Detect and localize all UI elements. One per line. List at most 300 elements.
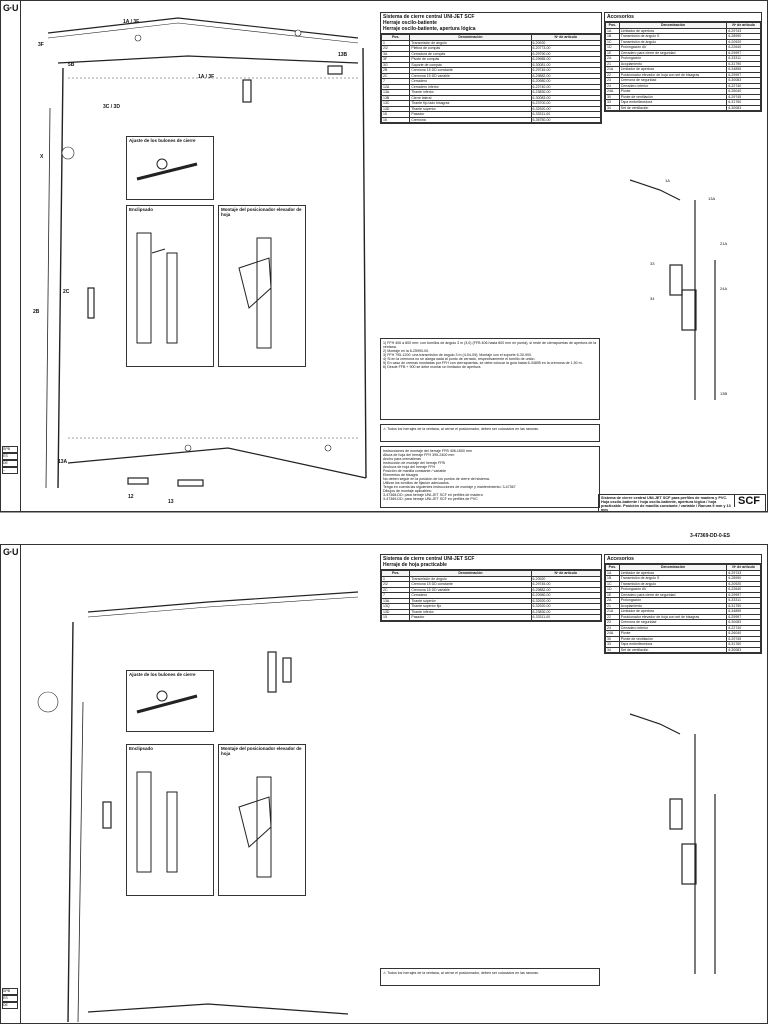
table-cell-name: Pivote (619, 631, 727, 637)
table-cell-pos: 13Q (382, 604, 410, 610)
notes-box (380, 446, 600, 508)
bolt-adjust-illustration (127, 144, 211, 192)
table-cell-pos: 3G (382, 62, 410, 68)
table-cell-pos: 23 (606, 78, 620, 84)
column-header: Denominación (619, 565, 727, 571)
accessories-table-body (606, 570, 761, 653)
column-header: Pos. (382, 35, 410, 41)
table-cell-code: 6-29745 (727, 636, 761, 642)
table-cell-pos: 3A (382, 51, 410, 57)
table-cell-pos: 12A (382, 84, 410, 90)
accessory-label: 13A (708, 196, 716, 201)
note-line: Elementos de bisagra (383, 473, 418, 477)
table-cell-pos: 24 (606, 625, 620, 631)
note-line: Ancho para cremalleras (383, 457, 421, 461)
accessory-drawing (620, 170, 740, 410)
revision-cell: SPB (2, 988, 18, 995)
accessory-label: 33 (650, 261, 655, 266)
note-line: Instrucciones de montaje del herraje FFB 406-1600 mm (383, 449, 472, 453)
table-cell-name: Cremona 15 DD variable (410, 587, 531, 593)
accessories-title: Accesorios (605, 13, 761, 22)
table-cell-name: Tapa embellecedora (619, 100, 727, 106)
part-label: 13 (168, 499, 174, 505)
table-cell-name: Tirante superior fijo (410, 604, 531, 610)
item-callout (295, 30, 301, 36)
table-cell-code: 6-29745-00 (531, 68, 600, 74)
revision-cell: DE (2, 1002, 18, 1009)
detail-box-buttons (126, 670, 214, 732)
table-cell-name: Limitador de apertura (619, 67, 727, 73)
warning-text: Todos los herrajes de la ventana, al cerrar el posicionador, deben ser colocados en las ranuras. (387, 971, 539, 975)
table-cell-code: 6-30083 (727, 78, 761, 84)
top-rail-line (88, 592, 358, 612)
footnote: 3) FFH 795-1200: una transmisión de ángulo 3 m (4-04-09); Montaje con el soporte 6-30-900. (383, 353, 533, 357)
footnote: 2) Montaje en la 6-25990-00. (383, 349, 430, 353)
warning-icon: ⚠ (383, 971, 388, 975)
detail-box-drilling (126, 205, 214, 367)
table-cell-code: 6-26040 (727, 89, 761, 95)
footnote: 1) FFH 406 a 800 mm: con tornillos de ángulo 3 m (3,0) (FFB 406 hasta 800 mm en punta), si reste de cierrapuertas de apertura de la ventana. (383, 341, 597, 349)
table-cell-name: Cierre lateral (410, 95, 531, 101)
note-line: Dibujos de montaje aplicables: (383, 489, 432, 493)
table-cell-name: Prolongación (619, 56, 727, 62)
table-row (382, 117, 601, 123)
table-cell-name: Cremona de seguridad (619, 620, 727, 626)
table-cell-name: Cremona de seguridad (619, 78, 727, 84)
note-line: Altura de hoja del herraje FFH 395-2400 mm (383, 453, 455, 457)
column-header: Nº de artículo (727, 23, 761, 29)
table-row (382, 615, 601, 621)
brand-logo: G·U (3, 3, 18, 13)
parts-table-body (382, 40, 601, 123)
table-cell-name: Pasador (410, 112, 531, 118)
table-cell-name: Cremona 15 DD constante (410, 68, 531, 74)
detail-caption: Enclipsado (129, 746, 154, 751)
table-cell-name: Tirante inferior (410, 609, 531, 615)
footnote: 4) Si en la cremona no se alarga nada al punto de cerrado, respectivamente el tornillo de unión. (383, 357, 536, 361)
left-margin-strip (0, 0, 21, 512)
table-cell-name: Limitador de apertura (619, 28, 727, 34)
table-cell-name: Pletina de compás (410, 46, 531, 52)
table-cell-code: 6-29882-00 (531, 73, 600, 79)
table-cell-name: Limitador de apertura (619, 570, 727, 576)
table-cell-code: 6-31760 (727, 642, 761, 648)
table-cell-code: 6-32920-00 (531, 106, 600, 112)
accessories-title: Accesorios (605, 555, 761, 564)
table-cell-pos: 1B (606, 576, 620, 582)
table-cell-code: 6-32920-00 (531, 604, 600, 610)
table-cell-code: 6-35750-00 (531, 117, 600, 123)
table-cell-name: Pivote de ventilación (619, 636, 727, 642)
table-cell-pos: 1E (606, 592, 620, 598)
column-header: Pos. (606, 23, 620, 29)
note-line: No deben seguir en la posición de los puntos de cierre del sistema. (383, 477, 490, 481)
table-cell-pos: 2/2 (382, 582, 410, 588)
table-cell-code: 6-29997 (727, 592, 761, 598)
table-cell-pos: 2A (606, 56, 620, 62)
table-cell-pos: 7 (382, 79, 410, 85)
column-header: Nº de artículo (531, 571, 600, 577)
warning-box (380, 968, 600, 986)
parts-title-line: Herraje de hoja practicable (383, 562, 447, 568)
detail-callout-x (38, 692, 58, 712)
footnote: 6) Desde FFB + 900 se debe montar un limitador de apertura. (383, 365, 482, 369)
detail-caption: Montaje del posicionador elevador de hoja (221, 746, 302, 756)
table-cell-code: 6-29997 (727, 72, 761, 78)
table-cell-code: 6-29745-00 (531, 582, 600, 588)
table-cell-code: 6-29745 (727, 94, 761, 100)
table-row (606, 72, 761, 78)
parts-title-line: Herraje oscilo-batiente (383, 20, 437, 26)
table-cell-name: Acoplamiento (619, 603, 727, 609)
table-cell-name: Prolongación AV (619, 587, 727, 593)
table-cell-code: 6-29743 (727, 28, 761, 34)
table-cell-pos: 7 (382, 593, 410, 599)
accessories-panel (604, 554, 762, 654)
table-cell-pos: 23 (606, 620, 620, 626)
table-cell-code: 6-26040 (727, 631, 761, 637)
top-rail-inner (88, 597, 358, 617)
table-cell-code: 6-23830-00 (531, 609, 600, 615)
table-cell-code: 6-32920-00 (531, 598, 600, 604)
table-cell-code: 6-30081-00 (531, 62, 600, 68)
table-cell-pos: 1 (382, 576, 410, 582)
detail-box-drilling (126, 744, 214, 896)
table-cell-code: 6-22640 (727, 587, 761, 593)
brand-logo: G·U (3, 547, 18, 557)
small-part (128, 478, 148, 484)
revision-box (2, 446, 18, 474)
table-cell-name: Set de ventilación (619, 105, 727, 111)
column-header: Nº de artículo (531, 35, 600, 41)
note-line: Tenga en cuenta las siguientes instrucciones de montaje y mantenimiento: 3-47367 (383, 485, 516, 489)
column-header: Pos. (606, 565, 620, 571)
table-cell-code: 6-33311 (727, 598, 761, 604)
bottom-rail-line (68, 448, 366, 478)
table-cell-pos: 2A (606, 598, 620, 604)
table-cell-name: Set de ventilación (619, 647, 727, 653)
accessory-label: 21A (720, 241, 728, 246)
table-cell-pos: 34 (606, 647, 620, 653)
part-label: 13A (58, 459, 68, 465)
table-cell-pos: 24A (606, 89, 620, 95)
table-row (606, 105, 761, 111)
part-label: X (40, 154, 44, 160)
left-vertical-bar (68, 622, 73, 1022)
detail-box-lifter (218, 744, 306, 896)
table-cell-name: Transmisión de ángulo (619, 581, 727, 587)
table-cell-name: Tirante superior (410, 106, 531, 112)
parts-table-body (382, 576, 601, 620)
revision-cell: SPB (2, 446, 18, 453)
note-line: Anchura de hoja del herraje FFH (383, 465, 436, 469)
table-cell-pos: 21A (606, 67, 620, 73)
lifter-illustration (219, 218, 303, 358)
table-cell-code: 6-30083-00 (531, 95, 600, 101)
right-vertical-bar (363, 48, 366, 478)
table-cell-code: 6-34895 (727, 609, 761, 615)
table-cell-code: 6-33311 (727, 56, 761, 62)
detail-box-buttons (126, 136, 214, 200)
parts-table (381, 34, 601, 123)
second-rail-line (58, 56, 358, 63)
lifter-illustration (219, 757, 303, 887)
table-cell-code: 6-29790-00 (531, 51, 600, 57)
table-cell-pos: 1E (606, 50, 620, 56)
table-cell-pos: 34 (606, 105, 620, 111)
table-cell-name: Transmisión de ángulo S (619, 34, 727, 40)
table-cell-code: 6-33311-00 (531, 615, 600, 621)
drawing-sheet-1 (0, 0, 768, 512)
part-label: 1A / 3F (198, 74, 215, 80)
table-cell-pos: 22 (606, 72, 620, 78)
table-cell-code: 6-34895 (727, 67, 761, 73)
note-line: Instrucción de montaje del herraje FFB (383, 461, 445, 465)
table-cell-pos: 13A (382, 598, 410, 604)
column-header: Denominación (410, 571, 531, 577)
part-label: 2B (33, 309, 40, 315)
table-cell-name: Cerradura de compás (410, 51, 531, 57)
table-cell-name: Pasador (410, 615, 531, 621)
revision-cell: ES (2, 453, 18, 460)
table-cell-code: 6-20980-00 (531, 79, 600, 85)
table-cell-name: Cerradero (410, 79, 531, 85)
product-code: SCF (734, 495, 763, 507)
accessories-panel (604, 12, 762, 112)
accessories-table (605, 564, 761, 653)
table-cell-pos: 1B (606, 34, 620, 40)
accessory-part (682, 290, 696, 330)
table-cell-pos: 13D (382, 106, 410, 112)
table-cell-pos: 30 (606, 636, 620, 642)
accessory-label: 1A (665, 178, 670, 183)
accessory-label: 13B (720, 391, 728, 396)
table-cell-name: Acoplamiento (619, 61, 727, 67)
detail-callout-x (62, 147, 74, 159)
table-cell-name: Limitador de apertura (619, 609, 727, 615)
small-part (178, 480, 203, 486)
footnotes-box (380, 338, 600, 420)
table-cell-pos: 21 (606, 61, 620, 67)
table-cell-name: Prolongación (619, 598, 727, 604)
table-cell-pos: 13B (382, 95, 410, 101)
note-line: 3-47369-DD: para herraje UNI-JET SCF en perfiles de PVC (383, 497, 478, 501)
table-cell-code: 6-20920 (531, 40, 600, 46)
part-label: 13B (338, 52, 348, 58)
table-cell-name: Cremona 15 DD constante (410, 582, 531, 588)
table-cell-name: Posicionador elevador de hoja con set de bisagras (619, 614, 727, 620)
handle-part (88, 288, 94, 318)
accessory-diagram (620, 170, 740, 410)
table-cell-pos: 13D (382, 609, 410, 615)
table-cell-code: 6-20920 (531, 576, 600, 582)
table-cell-pos: 24 (606, 83, 620, 89)
table-cell-code: 6-23830-00 (531, 90, 600, 96)
table-cell-code: 6-22740 (727, 625, 761, 631)
parts-list-panel (380, 554, 602, 622)
table-cell-pos: 21A (606, 609, 620, 615)
table-cell-name: Cerradero inferior (410, 84, 531, 90)
page-separator (0, 512, 768, 545)
table-cell-pos: 1D (606, 45, 620, 51)
table-cell-pos: 22 (606, 614, 620, 620)
table-cell-name: Soporte de compás (410, 62, 531, 68)
warning-icon: ⚠ (383, 427, 388, 431)
table-cell-code: 6-29743 (727, 570, 761, 576)
table-cell-pos: 2C (382, 587, 410, 593)
table-cell-code: 6-23700-00 (531, 101, 600, 107)
accessory-drawing (620, 704, 740, 984)
table-cell-code: 6-33311-00 (531, 112, 600, 118)
accessory-part (682, 844, 696, 884)
table-cell-name: Transmisión de ángulo (410, 40, 531, 46)
table-cell-code: 6-20920 (727, 581, 761, 587)
table-cell-pos: 21 (606, 603, 620, 609)
parts-title-line: Herraje oscilo-batiente, apertura lógica (383, 26, 476, 32)
part-label: 3F (38, 42, 44, 48)
table-cell-name: Cremona (410, 117, 531, 123)
accessory-rail (630, 180, 680, 200)
left-vertical-bar-2 (46, 108, 50, 488)
table-cell-name: Prolongación AV (619, 45, 727, 51)
table-cell-name: Cremona 15 DD variable (410, 73, 531, 79)
clip-illustration (127, 752, 211, 890)
table-cell-pos: 33 (606, 642, 620, 648)
revision-cell: ES (2, 995, 18, 1002)
revision-cell: DE (2, 460, 18, 467)
detail-caption: Ajuste de los bulones de cierre (129, 138, 196, 143)
drawing-sheet-2 (0, 544, 768, 1024)
accessory-label: 24A (720, 286, 728, 291)
left-vertical-bar (58, 68, 63, 488)
pivot-part (243, 80, 251, 102)
table-cell-pos: 1C (606, 581, 620, 587)
table-cell-name: Cerradero inferior (619, 83, 727, 89)
table-cell-pos: 24A (606, 631, 620, 637)
left-vertical-bar-2 (78, 702, 83, 1022)
table-cell-code: 6-31790 (727, 603, 761, 609)
table-row (606, 647, 761, 653)
item-callout (185, 445, 191, 451)
table-cell-name: Tirante inferior (410, 90, 531, 96)
table-cell-pos: 33 (606, 100, 620, 106)
column-header: Nº de artículo (727, 565, 761, 571)
table-cell-pos: 16 (382, 117, 410, 123)
footnote: 5) En caso de cremas montadas por FFH con cierrapuertas, se debe colocar la guía hasta 6-34895 en la cremona de 1,50 m. (383, 361, 583, 365)
table-cell-name: Transmisión de ángulo (619, 39, 727, 45)
parts-title-line: Sistema de cierre central UNI-JET SCF (383, 556, 475, 562)
table-cell-name: Cerradero inferior (619, 625, 727, 631)
parts-list-panel (380, 12, 602, 124)
table-cell-pos: 1C (606, 39, 620, 45)
table-cell-name: Pivote (619, 89, 727, 95)
table-cell-name: Transmisión de ángulo S (619, 576, 727, 582)
warning-box (380, 424, 600, 442)
table-cell-code: 6-20980-00 (531, 593, 600, 599)
table-cell-name: Transmisión de ángulo (410, 576, 531, 582)
table-cell-name: Pivote de compás (410, 57, 531, 63)
part-label: 3C / 3D (103, 104, 120, 110)
table-cell-code: 6-20920 (727, 39, 761, 45)
accessory-diagram (620, 704, 740, 984)
table-cell-pos: 30 (606, 94, 620, 100)
table-cell-code: 6-20773-00 (531, 46, 600, 52)
top-rail-line (48, 18, 358, 38)
table-cell-pos: 2B (382, 68, 410, 74)
warning-text: Todos los herrajes de la ventana, al cerrar el posicionador, deben ser colocados en las ranuras. (387, 427, 539, 431)
table-cell-pos: 2C (382, 73, 410, 79)
part-label: 5B (68, 62, 75, 68)
detail-caption: Enclipsado (129, 207, 154, 212)
column-header: Denominación (619, 23, 727, 29)
note-line: 3-47368-DD: para herraje UNI-JET SCF en perfiles de madera (383, 493, 483, 497)
detail-box-lifter (218, 205, 306, 367)
table-cell-code: 6-30083 (727, 620, 761, 626)
table-cell-name: Pivote de ventilación (619, 94, 727, 100)
table-cell-pos: 13C (382, 101, 410, 107)
table-cell-pos: 3F (382, 57, 410, 63)
part-label: 12 (128, 494, 134, 500)
table-cell-name: Cerradero para cierre de seguridad (619, 50, 727, 56)
revision-cell: -- (2, 467, 18, 474)
part-label: 1A / 3F (123, 19, 140, 25)
part-label: 2C (63, 289, 70, 295)
table-cell-pos: 13A (382, 90, 410, 96)
item-callout (325, 445, 331, 451)
pivot-part (283, 658, 291, 682)
bolt-adjust-illustration (127, 678, 211, 724)
parts-table (381, 570, 601, 621)
handle-part (103, 802, 111, 828)
table-cell-pos: 1 (382, 40, 410, 46)
table-cell-name: Cerradero (410, 593, 531, 599)
table-cell-pos: 15 (382, 112, 410, 118)
table-cell-code: 6-29882-00 (531, 587, 600, 593)
table-cell-name: Tapa embellecedora (619, 642, 727, 648)
pivot-part (268, 652, 276, 692)
table-cell-code: 6-30083 (727, 105, 761, 111)
table-cell-pos: 15 (382, 615, 410, 621)
clip-illustration (127, 213, 211, 361)
table-cell-code: 6-29997 (727, 50, 761, 56)
table-cell-code: 6-31790 (727, 61, 761, 67)
table-cell-name: Cerradero para cierre de seguridad (619, 592, 727, 598)
detail-caption: Ajuste de los bulones de cierre (129, 672, 196, 677)
note-line: Posición de manilla constante / variable (383, 469, 447, 473)
title-block (598, 494, 766, 512)
table-cell-code: 6-22640 (727, 45, 761, 51)
bottom-rail-line (88, 1004, 348, 1014)
table-row (606, 614, 761, 620)
table-cell-name: Tirante fijo lado bisagras (410, 101, 531, 107)
item-callout (135, 35, 141, 41)
detail-caption: Montaje del posicionador elevador de hoja (221, 207, 302, 217)
accessory-part (670, 265, 682, 295)
parts-title-line: Sistema de cierre central UNI-JET SCF (383, 14, 475, 20)
table-cell-pos: 1A (606, 570, 620, 576)
table-cell-code: 6-29985-00 (531, 57, 600, 63)
revision-box (2, 988, 18, 1009)
hinge-part (328, 66, 342, 74)
table-cell-code: 6-31760 (727, 100, 761, 106)
table-cell-pos: 2/2 (382, 46, 410, 52)
table-cell-code: 6-22740 (727, 83, 761, 89)
table-cell-name: Tirante superior (410, 598, 531, 604)
table-cell-pos: 1D (606, 587, 620, 593)
table-cell-code: 6-22740-00 (531, 84, 600, 90)
column-header: Denominación (410, 35, 531, 41)
table-cell-code: 6-28990 (727, 576, 761, 582)
